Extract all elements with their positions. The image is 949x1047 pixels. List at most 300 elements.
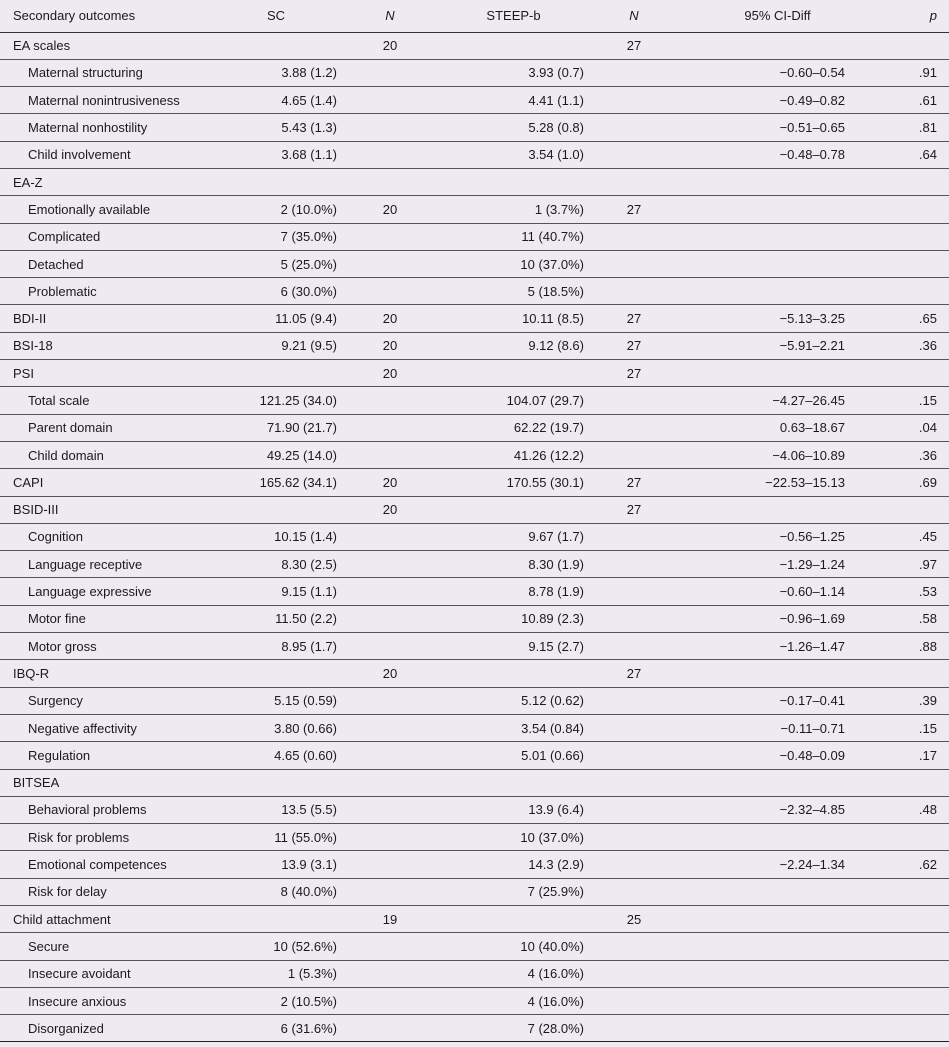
row-label: Emotional competences [28, 857, 167, 873]
p-value: .61 [918, 92, 937, 108]
sc-n [340, 769, 440, 796]
p-value [874, 987, 949, 1014]
p-value [874, 824, 949, 851]
sc-value: 4.65 (0.60) [274, 747, 337, 763]
sc-n: 20 [382, 38, 398, 54]
steep-n: 27 [626, 311, 642, 327]
row-label: PSI [13, 365, 34, 381]
row-label: Regulation [28, 747, 91, 763]
sc-value: 11.05 (9.4) [275, 311, 337, 327]
p-value [874, 168, 949, 195]
steep-value [440, 660, 587, 687]
row-label: Motor gross [28, 638, 97, 654]
steep-n [587, 1015, 681, 1042]
ci-diff-value: −2.32–4.85 [779, 802, 845, 818]
sc-value: 9.21 (9.5) [281, 338, 337, 354]
steep-n [587, 578, 681, 605]
sc-value: 10 (52.6%) [273, 938, 337, 954]
sc-value: 121.25 (34.0) [259, 393, 337, 408]
sc-value: 3.68 (1.1) [281, 147, 337, 163]
ci-diff-value: −0.48–0.78 [779, 147, 845, 163]
sc-value: 11 (55.0%) [274, 829, 337, 845]
steep-n [587, 824, 681, 851]
ci-diff-value: −0.17–0.41 [779, 693, 845, 709]
ci-diff-value: −5.13–3.25 [779, 311, 845, 327]
row-label: Problematic [28, 283, 97, 299]
sc-value: 13.5 (5.5) [281, 802, 337, 818]
row-label: Risk for delay [28, 884, 107, 900]
table-body [0, 32, 949, 1042]
ci-diff-value [681, 250, 874, 277]
steep-n [587, 523, 681, 550]
steep-value: 1 (3.7%) [534, 201, 584, 217]
table-row [0, 278, 949, 305]
ci-diff-value [681, 660, 874, 687]
ci-diff-value: −2.24–1.34 [779, 857, 845, 873]
row-label: Behavioral problems [28, 802, 147, 818]
table-row [0, 933, 949, 960]
steep-value: 11 (40.7%) [521, 229, 584, 245]
p-value: .39 [918, 693, 937, 709]
steep-n: 25 [626, 911, 642, 927]
ci-diff-value: −0.60–1.14 [779, 584, 845, 600]
steep-value: 9.15 (2.7) [528, 638, 584, 654]
p-value: .53 [918, 584, 937, 600]
sc-value: 5.15 (0.59) [274, 693, 337, 709]
sc-n [340, 551, 440, 578]
p-value [874, 360, 949, 387]
sc-value: 49.25 (14.0) [266, 447, 337, 463]
steep-value: 5.01 (0.66) [521, 747, 584, 763]
row-label: Child domain [28, 447, 104, 463]
p-value [874, 960, 949, 987]
sc-value [212, 32, 340, 59]
row-label: Child involvement [28, 147, 131, 163]
steep-value: 7 (28.0%) [527, 1020, 584, 1036]
table-row [0, 960, 949, 987]
sc-n [340, 523, 440, 550]
steep-n [587, 278, 681, 305]
sc-n [340, 223, 440, 250]
p-value: .58 [918, 611, 937, 627]
p-value: .91 [918, 65, 937, 81]
sc-n [340, 168, 440, 195]
steep-value: 3.54 (0.84) [521, 720, 584, 736]
ci-diff-value: −4.06–10.89 [772, 447, 845, 463]
sc-n [340, 714, 440, 741]
row-label: Maternal structuring [28, 65, 143, 81]
table-row [0, 441, 949, 468]
ci-diff-value [681, 278, 874, 305]
p-value [874, 223, 949, 250]
steep-n [587, 141, 681, 168]
header-ci-diff: 95% CI-Diff [744, 8, 811, 24]
p-value: .36 [918, 338, 937, 354]
row-label: Motor fine [28, 611, 86, 627]
p-value: .15 [918, 393, 937, 408]
p-value: .48 [918, 802, 937, 818]
p-value [874, 278, 949, 305]
sc-n: 19 [382, 911, 398, 927]
steep-n [587, 441, 681, 468]
sc-n [340, 878, 440, 905]
steep-n [587, 933, 681, 960]
steep-value: 4 (16.0%) [527, 993, 584, 1009]
table-row [0, 578, 949, 605]
steep-n [587, 114, 681, 141]
p-value [874, 32, 949, 59]
p-value [874, 769, 949, 796]
ci-diff-value [681, 906, 874, 933]
ci-diff-value [681, 360, 874, 387]
row-label: Emotionally available [28, 201, 151, 217]
sc-n: 20 [382, 311, 398, 327]
sc-n [340, 250, 440, 277]
ci-diff-value: −4.27–26.45 [772, 393, 845, 408]
table-row [0, 605, 949, 632]
steep-value [440, 360, 587, 387]
table-row [0, 660, 949, 687]
sc-value: 71.90 (21.7) [266, 420, 337, 436]
sc-value: 9.15 (1.1) [281, 584, 337, 600]
sc-value [212, 360, 340, 387]
table-row [0, 496, 949, 523]
table-row [0, 851, 949, 878]
sc-n [340, 851, 440, 878]
sc-n [340, 387, 440, 414]
sc-n [340, 687, 440, 714]
p-value: .88 [918, 638, 937, 654]
sc-n: 20 [382, 474, 398, 490]
table-row [0, 414, 949, 441]
sc-n [340, 742, 440, 769]
steep-value: 10 (37.0%) [520, 829, 584, 845]
steep-n: 27 [626, 38, 642, 54]
steep-n [587, 551, 681, 578]
ci-diff-value [681, 223, 874, 250]
header-n-steep: N [629, 8, 639, 24]
steep-value: 5.12 (0.62) [521, 693, 584, 709]
row-label: Language expressive [28, 584, 152, 600]
table-header [0, 0, 949, 32]
table-row [0, 59, 949, 86]
table-row [0, 987, 949, 1014]
row-label: Cognition [28, 529, 83, 545]
steep-value: 3.93 (0.7) [528, 65, 584, 81]
header-secondary-outcomes: Secondary outcomes [13, 8, 136, 24]
sc-value: 3.88 (1.2) [281, 65, 337, 81]
steep-value: 10.11 (8.5) [522, 311, 584, 327]
steep-value [440, 496, 587, 523]
row-label: CAPI [13, 474, 44, 490]
steep-n [587, 714, 681, 741]
sc-n [340, 605, 440, 632]
steep-value: 62.22 (19.7) [513, 420, 584, 436]
row-label: Secure [28, 938, 70, 954]
p-value: .36 [918, 447, 937, 463]
sc-value: 6 (31.6%) [280, 1020, 337, 1036]
row-label: Child attachment [13, 911, 111, 927]
p-value: .64 [918, 147, 937, 163]
p-value: .15 [918, 720, 937, 736]
steep-n: 27 [626, 338, 642, 354]
p-value [874, 1015, 949, 1042]
table-row [0, 769, 949, 796]
steep-value [440, 32, 587, 59]
ci-diff-value: −0.60–0.54 [779, 65, 845, 81]
p-value [874, 906, 949, 933]
sc-value: 8.30 (2.5) [281, 556, 337, 572]
ci-diff-value: −0.11–0.71 [780, 720, 845, 736]
steep-n: 27 [626, 502, 642, 518]
row-label: Insecure anxious [28, 993, 127, 1009]
steep-n: 27 [626, 474, 642, 490]
ci-diff-value [681, 168, 874, 195]
row-label: Maternal nonhostility [28, 120, 148, 136]
steep-n [587, 605, 681, 632]
sc-value: 10.15 (1.4) [274, 529, 337, 545]
row-label: Insecure avoidant [28, 966, 131, 982]
steep-value: 13.9 (6.4) [528, 802, 584, 818]
p-value: .45 [918, 529, 937, 545]
header-p-value: p [929, 8, 937, 24]
steep-value: 4.41 (1.1) [528, 92, 584, 108]
ci-diff-value: −1.26–1.47 [779, 638, 845, 654]
table-row [0, 32, 949, 59]
p-value: .17 [918, 747, 937, 763]
sc-value: 6 (30.0%) [280, 283, 337, 299]
steep-n [587, 769, 681, 796]
row-label: Parent domain [28, 420, 113, 436]
p-value: .65 [918, 311, 937, 327]
steep-n [587, 87, 681, 114]
p-value [874, 878, 949, 905]
sc-value: 3.80 (0.66) [274, 720, 337, 736]
table-row [0, 114, 949, 141]
p-value: .81 [918, 120, 937, 136]
p-value [874, 933, 949, 960]
steep-value: 170.55 (30.1) [506, 474, 584, 490]
sc-value: 4.65 (1.4) [281, 92, 337, 108]
sc-value: 5 (25.0%) [280, 256, 337, 272]
ci-diff-value: −0.51–0.65 [779, 120, 845, 136]
sc-n [340, 796, 440, 823]
sc-n [340, 578, 440, 605]
ci-diff-value [681, 824, 874, 851]
row-label: Maternal nonintrusiveness [28, 92, 180, 108]
row-label: BSID-III [13, 502, 59, 518]
p-value: .69 [918, 474, 937, 490]
table-row [0, 824, 949, 851]
table-row [0, 360, 949, 387]
ci-diff-value: −0.56–1.25 [779, 529, 845, 545]
steep-value: 7 (25.9%) [527, 884, 584, 900]
sc-value: 11.50 (2.2) [275, 611, 337, 627]
steep-value: 41.26 (12.2) [513, 447, 584, 463]
sc-n [340, 59, 440, 86]
sc-n [340, 933, 440, 960]
steep-value: 3.54 (1.0) [528, 147, 584, 163]
ci-diff-value: −0.48–0.09 [779, 747, 845, 763]
header-row [0, 0, 949, 32]
ci-diff-value [681, 960, 874, 987]
steep-n [587, 851, 681, 878]
steep-n [587, 633, 681, 660]
steep-value: 9.67 (1.7) [528, 529, 584, 545]
table-row [0, 742, 949, 769]
p-value: .62 [918, 857, 937, 873]
row-label: Detached [28, 256, 84, 272]
steep-n: 27 [626, 365, 642, 381]
table-row [0, 551, 949, 578]
steep-n [587, 414, 681, 441]
steep-n [587, 796, 681, 823]
steep-n [587, 59, 681, 86]
sc-n [340, 960, 440, 987]
ci-diff-value: −1.29–1.24 [779, 556, 845, 572]
steep-n [587, 878, 681, 905]
steep-value: 10 (37.0%) [520, 256, 584, 272]
sc-value [212, 660, 340, 687]
table-row [0, 687, 949, 714]
ci-diff-value [681, 196, 874, 223]
steep-value [440, 906, 587, 933]
row-label: BSI-18 [13, 338, 53, 354]
table-row [0, 523, 949, 550]
steep-n [587, 987, 681, 1014]
sc-value: 1 (5.3%) [287, 966, 337, 982]
ci-diff-value: 0.63–18.67 [779, 420, 845, 436]
steep-value: 10.89 (2.3) [521, 611, 584, 627]
ci-diff-value [681, 496, 874, 523]
sc-n: 20 [382, 502, 398, 518]
ci-diff-value: −0.49–0.82 [779, 92, 845, 108]
steep-n [587, 168, 681, 195]
p-value [874, 196, 949, 223]
header-steep-b: STEEP-b [486, 8, 541, 24]
steep-n: 27 [626, 201, 642, 217]
sc-value: 13.9 (3.1) [281, 857, 337, 873]
table-row [0, 250, 949, 277]
row-label: Language receptive [28, 556, 143, 572]
steep-value: 5.28 (0.8) [528, 120, 584, 136]
steep-value: 104.07 (29.7) [506, 393, 584, 408]
steep-n [587, 223, 681, 250]
row-label: BITSEA [13, 775, 60, 791]
ci-diff-value [681, 769, 874, 796]
ci-diff-value [681, 987, 874, 1014]
steep-value: 5 (18.5%) [527, 283, 584, 299]
table-row [0, 1015, 949, 1042]
p-value [874, 250, 949, 277]
steep-n [587, 250, 681, 277]
row-label: IBQ-R [13, 665, 50, 681]
sc-value [212, 496, 340, 523]
steep-value: 8.30 (1.9) [528, 556, 584, 572]
table-row [0, 469, 949, 496]
steep-value: 8.78 (1.9) [528, 584, 584, 600]
sc-n [340, 441, 440, 468]
sc-n [340, 987, 440, 1014]
sc-n [340, 141, 440, 168]
p-value [874, 496, 949, 523]
sc-value [212, 168, 340, 195]
steep-value [440, 168, 587, 195]
sc-n [340, 824, 440, 851]
sc-value: 8 (40.0%) [280, 884, 337, 900]
row-label: Total scale [28, 393, 90, 408]
row-label: EA scales [13, 38, 71, 54]
sc-n [340, 87, 440, 114]
table-row [0, 332, 949, 359]
steep-n: 27 [626, 665, 642, 681]
steep-value [440, 769, 587, 796]
sc-n [340, 1015, 440, 1042]
steep-value: 9.12 (8.6) [528, 338, 584, 354]
row-label: Negative affectivity [28, 720, 137, 736]
sc-n: 20 [382, 201, 398, 217]
sc-n: 20 [382, 365, 398, 381]
ci-diff-value [681, 933, 874, 960]
steep-value: 14.3 (2.9) [528, 857, 584, 873]
header-n-sc: N [385, 8, 395, 24]
p-value: .97 [918, 556, 937, 572]
sc-n [340, 633, 440, 660]
table-row [0, 305, 949, 332]
sc-value [212, 906, 340, 933]
ci-diff-value [681, 878, 874, 905]
sc-value: 7 (35.0%) [280, 229, 337, 245]
ci-diff-value: −5.91–2.21 [779, 338, 845, 354]
steep-value: 4 (16.0%) [527, 966, 584, 982]
ci-diff-value: −22.53–15.13 [765, 474, 845, 490]
p-value: .04 [918, 420, 937, 436]
ci-diff-value [681, 1015, 874, 1042]
table-row [0, 196, 949, 223]
row-label: BDI-II [13, 311, 47, 327]
p-value [874, 660, 949, 687]
table-row [0, 878, 949, 905]
steep-n [587, 742, 681, 769]
steep-n [587, 960, 681, 987]
header-sc: SC [266, 8, 286, 24]
row-label: Complicated [28, 229, 101, 245]
table-row [0, 796, 949, 823]
ci-diff-value: −0.96–1.69 [779, 611, 845, 627]
steep-n [587, 387, 681, 414]
table-row [0, 714, 949, 741]
sc-n [340, 414, 440, 441]
row-label: Risk for problems [28, 829, 130, 845]
table-row [0, 141, 949, 168]
row-label: Surgency [28, 693, 83, 709]
table-row [0, 906, 949, 933]
table-row [0, 87, 949, 114]
sc-value: 2 (10.5%) [280, 993, 337, 1009]
sc-value [212, 769, 340, 796]
table-row [0, 168, 949, 195]
sc-n: 20 [382, 665, 398, 681]
sc-n [340, 278, 440, 305]
sc-value: 8.95 (1.7) [281, 638, 337, 654]
steep-value: 10 (40.0%) [520, 938, 584, 954]
row-label: Disorganized [28, 1020, 104, 1036]
sc-n [340, 114, 440, 141]
sc-n: 20 [382, 338, 398, 354]
ci-diff-value [681, 32, 874, 59]
steep-n [587, 687, 681, 714]
table-row [0, 633, 949, 660]
